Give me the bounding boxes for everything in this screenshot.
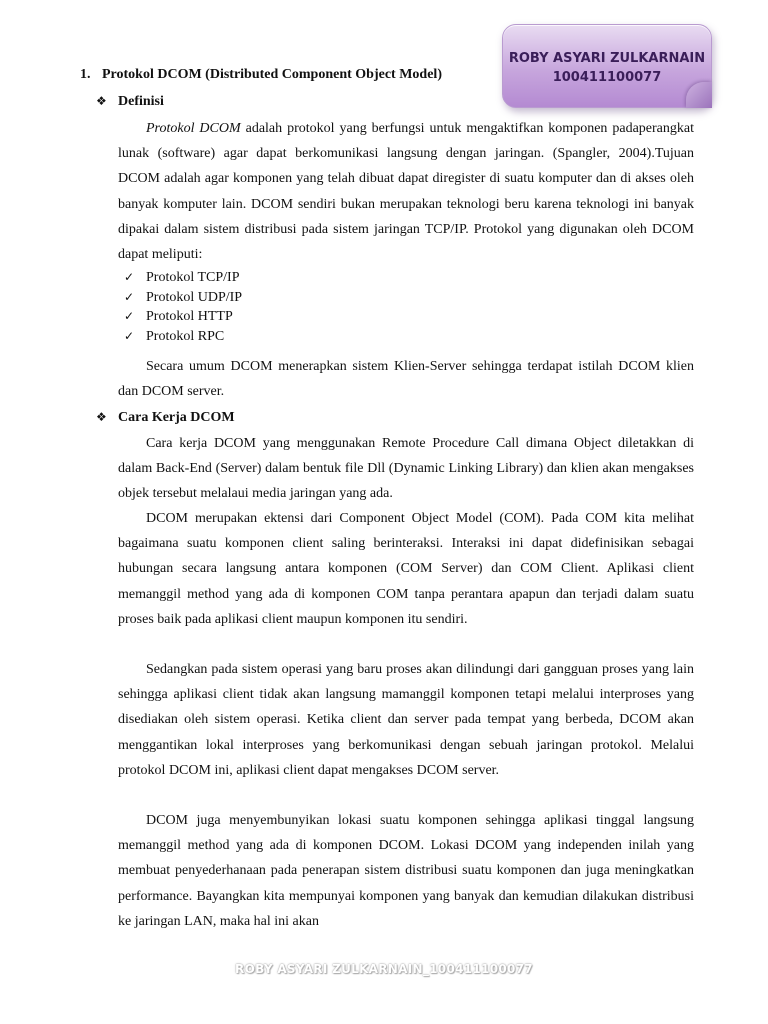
author-name: ROBY ASYARI ZULKARNAIN [508, 51, 706, 66]
paragraph-definisi [118, 116, 694, 267]
author-id: 100411100077 [552, 70, 662, 85]
list-item: ✓ Protokol HTTP [124, 307, 242, 327]
checkmark-icon: ✓ [124, 328, 135, 343]
paragraph-ekstensi: DCOM merupakan ektensi dari Component Object Model (COM). Pada COM kita melihat bagaimana suatu komponen client saling berinteraksi. Interaksi ini dapat didefinisikan sebagai hubungan secara langsung antara komponen (COM Server) dan COM Client. Aplikasi client memanggil method yang ada di komponen COM tanpa perantara apapun dan terjadi dalam suatu proses baik pada aplikasi client maupun komponen itu sendiri. [118, 511, 694, 627]
heading-number: 1. [80, 67, 91, 82]
paragraph-menyembunyikan: DCOM juga menyembunyikan lokasi suatu komponen sehingga aplikasi tinggal langsung memanggil method yang ada di komponen DCOM. Lokasi DCOM yang independen inilah yang membuat penyederhanaan pada penerapan sistem distribusi suatu komponen dan juga meningkatkan performance. Bayangkan kita mempunyai komponen yang banyak dan kemudian dilakukan distribusi ke jaringan LAN, maka hal ini akan [118, 813, 694, 929]
paragraph-cara-kerja: Cara kerja DCOM yang menggunakan Remote Procedure Call dimana Object diletakkan di dalam Back-End (Server) dalam bentuk file Dll (Dynamic Linking Library) dan klien akan mengakses objek tersebut melalaui media jaringan yang ada. [118, 436, 694, 502]
subheading-definisi [96, 94, 164, 110]
protocol-list [124, 268, 242, 346]
list-item: ✓ Protokol RPC [124, 327, 242, 347]
paragraph-umum: Secara umum DCOM menerapkan sistem Klien-Server sehingga terdapat istilah DCOM klien dan DCOM server. [118, 359, 694, 400]
paragraph-text: adalah protokol yang berfungsi untuk mengaktifkan komponen padaperangkat lunak (software) agar dapat berkomunikasi langsung dengan jaringan. (Spangler, 2004).Tujuan DCOM adalah agar komponen yang telah dibuat dapat diregister di suatu komputer dan di akses oleh banyak komputer lain. DCOM sendiri bukan merupakan teknologi beru karena teknologi ini banyak dipakai dalam sistem distribusi pada sistem jaringan TCP/IP. Protokol yang digunakan oleh DCOM dapat meliputi: [118, 121, 694, 263]
subheading-label: Cara Kerja DCOM [118, 410, 235, 425]
checkmark-icon: ✓ [124, 309, 135, 323]
diamond-bullet-icon: ❖ [96, 94, 107, 108]
subheading-cara-kerja [96, 410, 235, 426]
subheading-label: Definisi [118, 94, 164, 109]
footer-watermark: ROBY ASYARI ZULKARNAIN_100411100077 [235, 962, 533, 976]
paragraph-sedangkan: Sedangkan pada sistem operasi yang baru proses akan dilindungi dari gangguan proses yang lain sehingga aplikasi client tidak akan langsung mamanggil komponen tetapi melalui interproses yang disediakan oleh sistem operasi. Ketika client dan server pada tempat yang berbeda, DCOM akan menggantikan lokal interproses yang berkomunikasi dengan sebuah jaringan protokol. Melalui protokol DCOM ini, aplikasi client dapat mengakses DCOM server. [118, 662, 694, 778]
diamond-bullet-icon: ❖ [96, 410, 107, 424]
checkmark-icon: ✓ [124, 289, 135, 304]
checkmark-icon: ✓ [124, 270, 135, 284]
heading-title: Protokol DCOM (Distributed Component Object Model) [102, 67, 442, 82]
italic-term: Protokol DCOM [146, 121, 241, 136]
list-item: ✓ Protokol UDP/IP [124, 288, 242, 308]
list-item: ✓ Protokol TCP/IP [124, 268, 242, 288]
author-name-box [502, 24, 712, 108]
section-heading [80, 67, 442, 83]
